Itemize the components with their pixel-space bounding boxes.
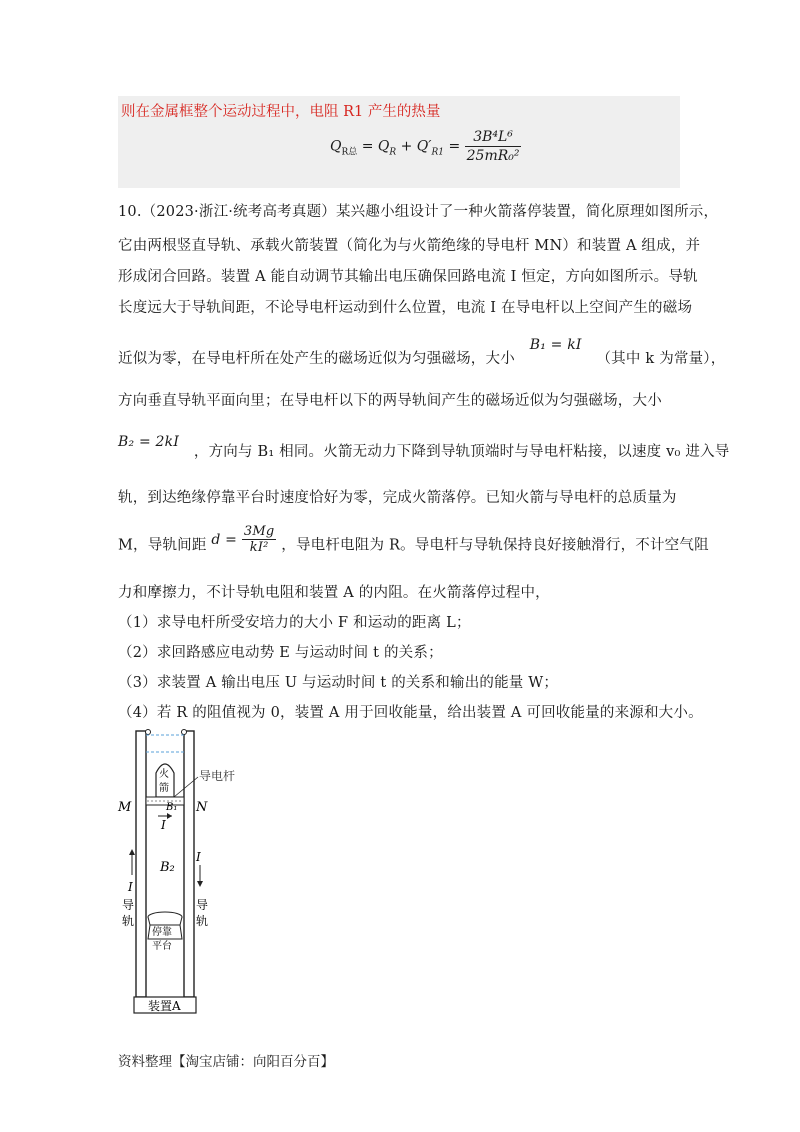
problem-line-9 <box>118 524 709 561</box>
platform-body <box>148 917 182 925</box>
problem-line-4: 长度远大于导轨间距，不论导电杆运动到什么位置，电流 I 在导电杆以上空间产生的磁场 <box>118 300 693 316</box>
label-n: N <box>196 800 208 815</box>
rod-current-arrowhead <box>167 813 172 819</box>
label-b2: B₂ <box>160 860 175 875</box>
formula-numerator: 3B⁴L⁶ <box>465 128 522 147</box>
formula-lhs-sub: R总 <box>341 147 358 158</box>
right-current-arrowhead <box>197 881 203 887</box>
d-formula-numerator: 3Mg <box>243 524 275 539</box>
left-rail <box>136 731 146 997</box>
problem-line-8: 轨，到达绝缘停靠平台时速度恰好为零，完成火箭落停。已知火箭与导电杆的总质量为 <box>118 490 677 506</box>
problem-line-9a: M，导轨间距 <box>118 537 207 554</box>
question-3: （3）求装置 A 输出电压 U 与运动时间 t 的关系和输出的能量 W； <box>118 675 559 691</box>
right-rail-label-2: 轨 <box>196 914 209 928</box>
problem-line-1: 10.（2023·浙江·统考高考真题）某兴趣小组设计了一种火箭落停装置，简化原理如图所示， <box>118 204 719 220</box>
formula-denominator: 25mR₀² <box>466 148 520 164</box>
d-formula-fraction <box>242 524 277 555</box>
right-rail <box>184 731 194 997</box>
d-formula-denominator: kI² <box>249 540 269 555</box>
formula-plus: + Q′ <box>400 138 432 155</box>
formula-plus-sub: R1 <box>431 147 444 158</box>
label-i-rod: I <box>161 818 166 832</box>
formula-lhs: Q <box>330 138 342 155</box>
problem-line-7 <box>118 434 730 461</box>
left-rail-label-2: 轨 <box>122 914 135 928</box>
rocket-landing-figure <box>110 725 260 1015</box>
problem-line-10: 力和摩擦力，不计导轨电阻和装置 A 的内阻。在火箭落停过程中， <box>118 585 550 601</box>
label-m: M <box>118 800 132 815</box>
question-4: （4）若 R 的阻值视为 0，装置 A 用于回收能量，给出装置 A 可回收能量的来源和大小。 <box>118 705 703 721</box>
rod-label: 导电杆 <box>199 769 236 783</box>
left-rail-label-1: 导 <box>122 898 135 912</box>
rocket-label-1: 火 <box>159 769 169 780</box>
b2-formula: B₂ = 2kI <box>118 434 180 450</box>
left-current-arrowhead <box>129 849 135 855</box>
problem-line-3: 形成闭合回路。装置 A 能自动调节其输出电压确保回路电流 I 恒定，方向如图所示。导轨 <box>118 269 698 285</box>
right-rail-label-1: 导 <box>196 898 209 912</box>
formula-mid-sub: R <box>389 147 397 158</box>
heat-formula <box>330 128 521 165</box>
device-a-label: 装置A <box>148 999 181 1013</box>
label-i-left: I <box>128 880 133 894</box>
right-rail-top <box>182 730 187 735</box>
answer-intro: 则在金属框整个运动过程中，电阻 R1 产生的热量 <box>121 104 441 120</box>
rocket-label-2: 箭 <box>159 783 169 794</box>
question-1: （1）求导电杆所受安培力的大小 F 和运动的距离 L； <box>118 615 471 631</box>
label-i-right: I <box>196 850 201 864</box>
formula-fraction <box>465 128 522 165</box>
left-rail-top <box>146 730 151 735</box>
question-2: （2）求回路感应电动势 E 与运动时间 t 的关系； <box>118 645 443 661</box>
platform-label-2: 平台 <box>152 941 172 952</box>
problem-line-5 <box>118 337 726 368</box>
formula-mid: = Q <box>361 138 390 155</box>
problem-line-9b: ，导电杆电阻为 R。导电杆与导轨保持良好接触滑行，不计空气阻 <box>281 537 709 554</box>
problem-line-6: 方向垂直导轨平面向里；在导电杆以下的两导轨间产生的磁场近似为匀强磁场，大小 <box>118 393 662 409</box>
footer-source: 资料整理【淘宝店铺：向阳百分百】 <box>118 1054 334 1070</box>
platform-label-1: 停靠 <box>152 927 172 938</box>
label-b1: B₁ <box>166 802 178 813</box>
problem-line-5a: 近似为零，在导电杆所在处产生的磁场近似为匀强磁场，大小 <box>118 351 515 367</box>
problem-line-5b: （其中 k 为常量）， <box>596 351 726 367</box>
d-formula-lhs: d = <box>211 531 238 548</box>
problem-line-7b: ，方向与 B₁ 相同。火箭无动力下降到导轨顶端时与导电杆粘接，以速度 v₀ 进入导 <box>193 444 730 460</box>
formula-eq: = <box>448 138 461 155</box>
b1-formula: B₁ = kI <box>529 337 582 353</box>
problem-line-2: 它由两根竖直导轨、承载火箭装置（简化为与火箭绝缘的导电杆 MN）和装置 A 组成，并 <box>118 238 701 254</box>
